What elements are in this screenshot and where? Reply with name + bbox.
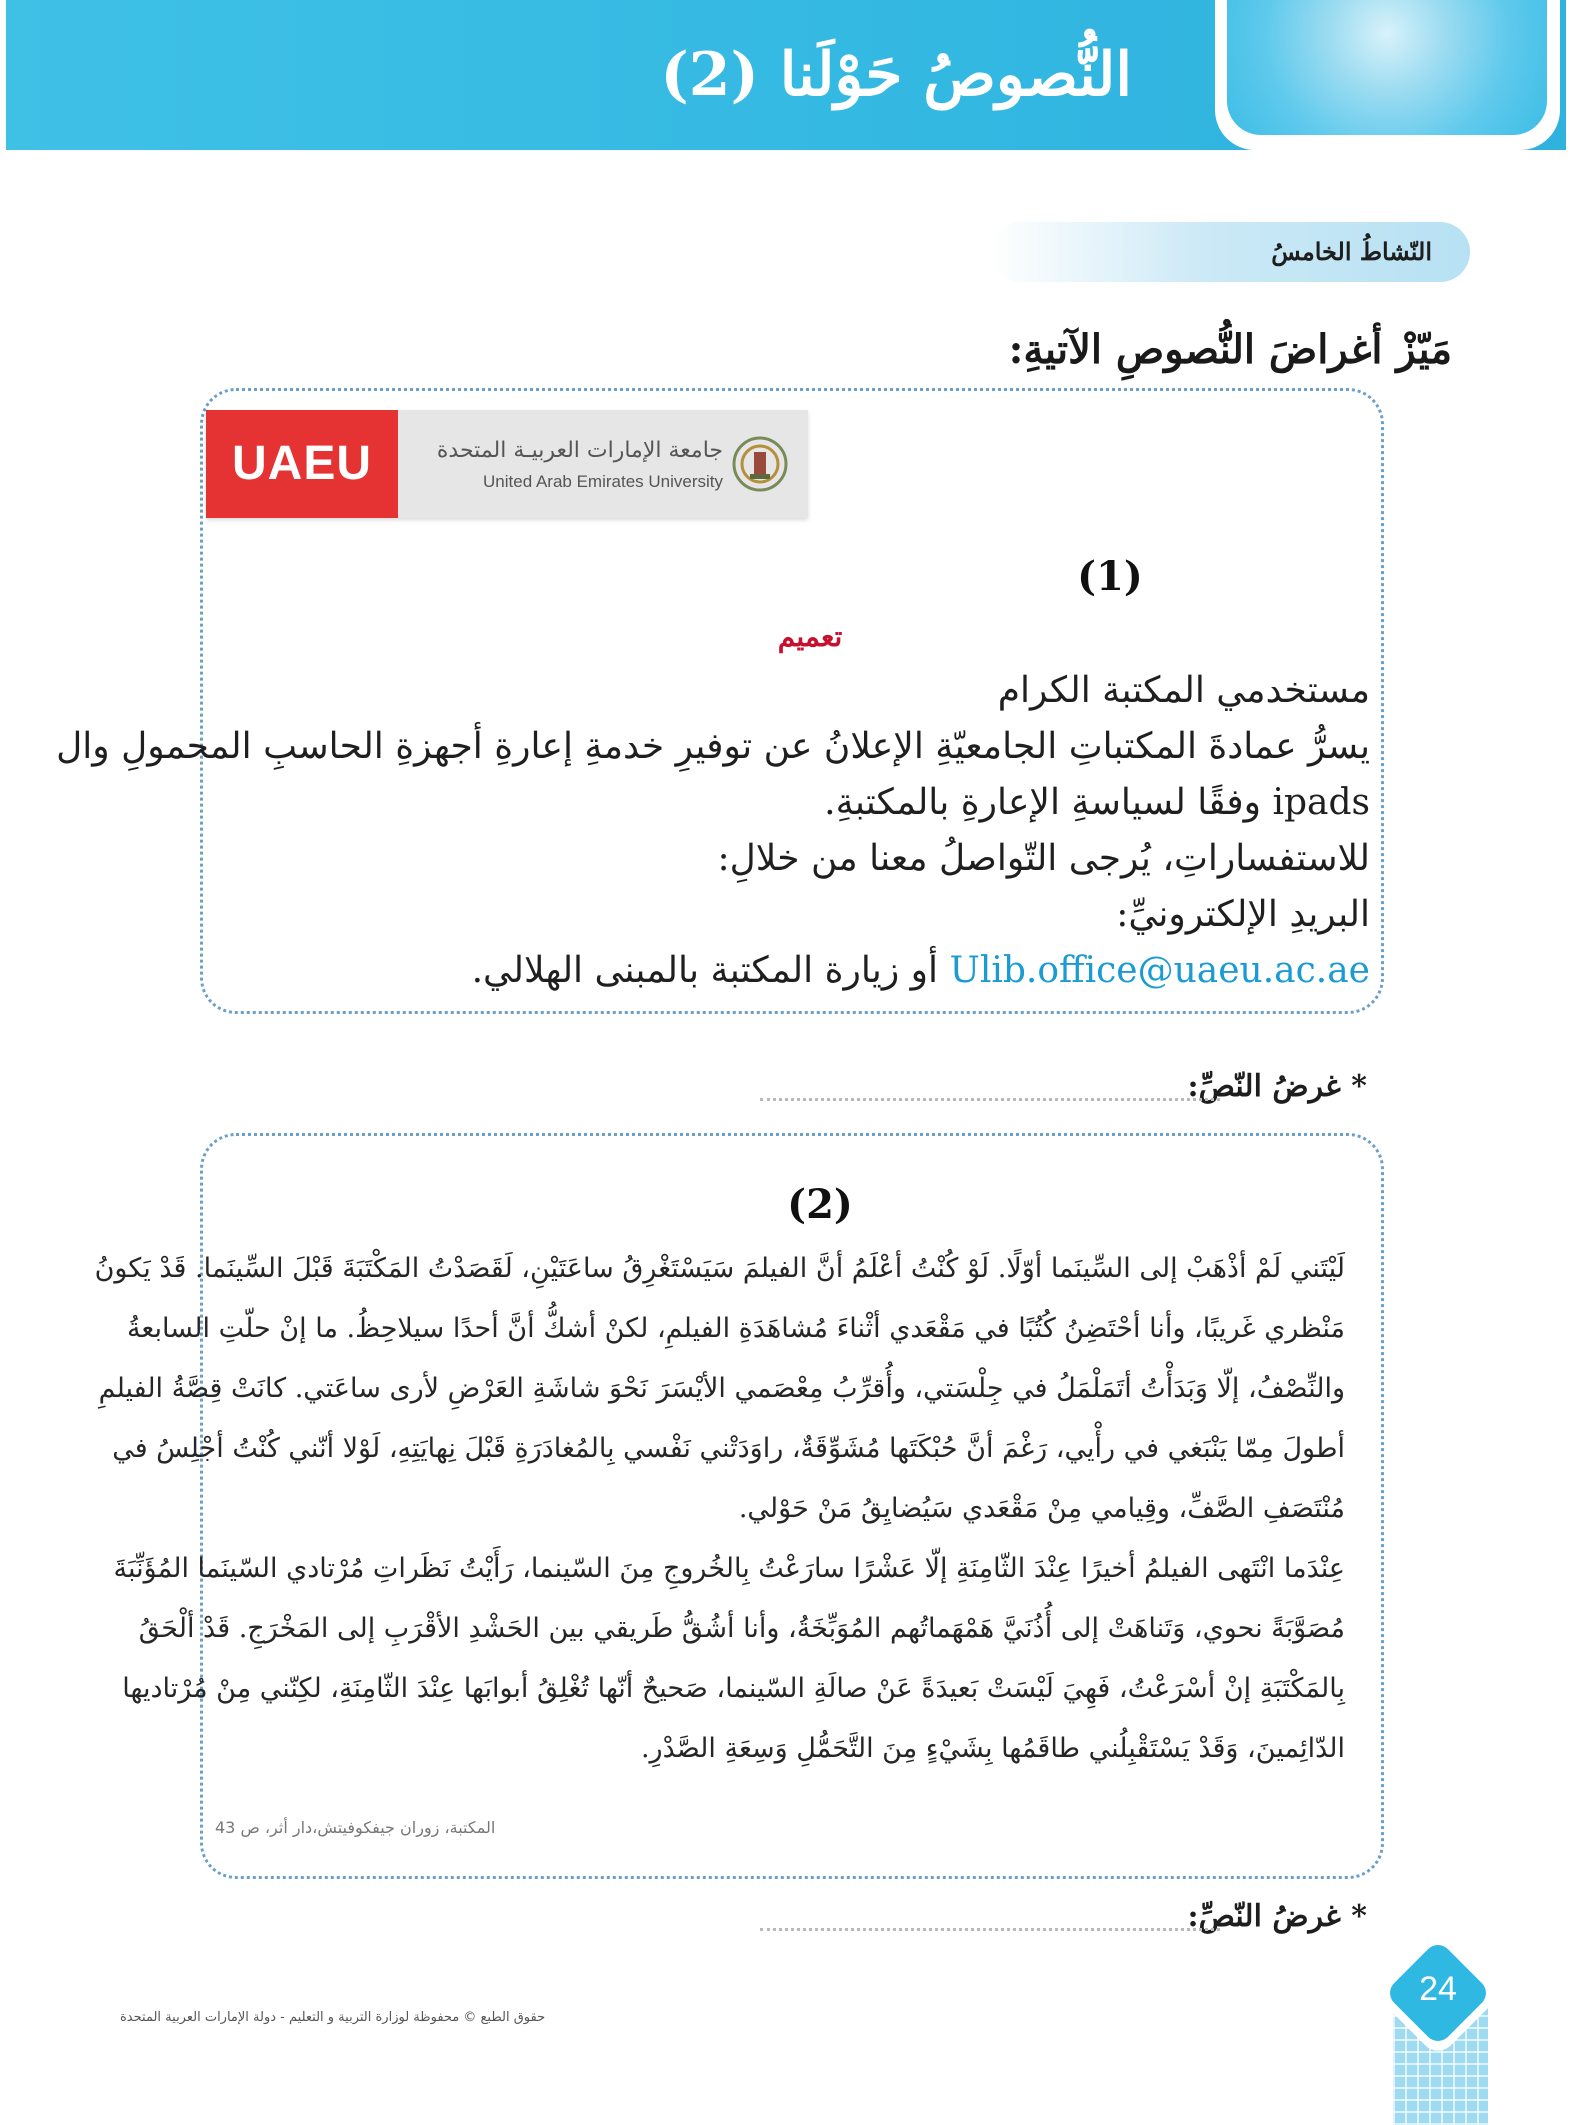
text-1-number: (1) — [1077, 553, 1143, 600]
text-2-line-7: مُصَوَّبَةً نحوي، وَتَناهَتْ إلى أُذُنَيَّ هَمْهَماتُهم المُوَبِّخَةُ، وأنا أشُقُّ طَريقي بين الحَشْدِ الأقْرَبِ إلى المَخْرَجِ. قَدْ ألْحَقُ — [138, 1613, 1345, 1644]
text-1-email-line — [215, 946, 1370, 996]
university-logo — [206, 410, 808, 518]
text-2-line-6: عِنْدَما انْتَهى الفيلمُ أخيرًا عِنْدَ الثّامِنَةِ إلّا عَشْرًا سارَعْتُ بِالخُروجِ مِنَ السّينما، رَأَيْتُ نَظَراتِ مُرْتادي السّينَما المُؤَنِّبَةَ — [113, 1553, 1345, 1584]
email-link[interactable]: Ulib.office@uaeu.ac.ae — [949, 950, 1370, 991]
activity-label: النّشاطُ الخامسُ — [1271, 237, 1432, 266]
text-1-line-3: ipads وفقًا لسياسةِ الإعارةِ بالمكتبةِ. — [824, 782, 1370, 823]
text-2-line-2: مَنْظري غَريبًا، وأنا أحْتَضِنُ كُتُبًا في مَقْعَدي أثْناءَ مُشاهَدَةِ الفيلمِ، لكنْ أشكُّ أنَّ أحدًا سيلاحِظُ. ما إنْ حلّتِ السابعةُ — [126, 1313, 1345, 1344]
logo-arabic-name: جامعة الإمارات العربيـة المتحدة — [436, 438, 723, 463]
email-suffix: أو زيارة المكتبة بالمبنى الهلالي. — [471, 950, 950, 991]
answer-line-2[interactable] — [760, 1928, 1220, 1931]
text-2-line-5: مُنْتَصَفِ الصَّفِّ، وقِيامي مِنْ مَقْعَدي سَيُضايِقُ مَنْ حَوْلي. — [738, 1493, 1345, 1524]
text-2-line-4: أطولَ مِمّا يَنْبَغي في رأْيي، رَغْمَ أنَّ حُبْكَتَها مُشَوِّقَةٌ، راوَدَتْني نَفْسي بِالمُغادَرَةِ قَبْلَ نِهايَتِهِ، لَوْلا أنّني كُنْتُ أجْلِسُ في — [112, 1433, 1345, 1464]
page-title: النُّصوصُ حَوْلَنا (2) — [660, 40, 1132, 110]
logo-english-name: United Arab Emirates University — [483, 472, 723, 491]
text-2-line-9: الدّائِمينَ، وَقَدْ يَسْتَقْبِلُني طاقَمُها بِشَيْءٍ مِنَ التَّحَمُّلِ وَسِعَةِ الصَّدْرِ. — [640, 1733, 1345, 1764]
answer-label-1: * غرضُ النّصِّ: — [1187, 1069, 1367, 1104]
answer-line-1[interactable] — [760, 1098, 1220, 1101]
text-2-number: (2) — [787, 1181, 853, 1228]
memo-title: تعميم — [777, 620, 843, 653]
university-emblem-icon — [732, 436, 788, 492]
text-1-line-2: يسرُّ عمادةَ المكتباتِ الجامعيّةِ الإعلانُ عن توفيرِ خدمةِ إعارةِ أجهزةِ الحاسبِ المحمولِ وال — [56, 726, 1370, 767]
header-ornament-pattern — [1227, 0, 1547, 135]
text-1-line-4: للاستفساراتِ، يُرجى التّواصلُ معنا من خلالِ: — [717, 838, 1370, 879]
text-2-line-1: لَيْتَني لَمْ أذْهَبْ إلى السِّينَما أوّلًا. لَوْ كُنْتُ أعْلَمُ أنَّ الفيلمَ سَيَسْتَغْرِقُ ساعَتَيْنِ، لَقَصَدْتُ المَكْتَبَةَ قَبْلَ السِّينَما. قَدْ يَكونُ — [94, 1253, 1345, 1284]
source-citation: المكتبة، زوران جيفكوفيتش،دار أثر، ص 43 — [215, 1818, 496, 1837]
header-ornament — [1215, 0, 1560, 150]
answer-label-2: * غرضُ النّصِّ: — [1187, 1899, 1367, 1934]
page-number-badge — [1375, 1945, 1505, 2125]
text-2-line-3: والنِّصْفُ، إلّا وَبَدَأْتُ أتَمَلْمَلُ في جِلْسَتي، وأُقرِّبُ مِعْصَمي الأيْسَرَ نَحْوَ شاشَةِ العَرْضِ لأرى ساعَتي. كانَتْ قِصَّةُ الفيلمِ — [98, 1373, 1345, 1404]
text-1-line-5: البريدِ الإلكترونيِّ: — [1116, 894, 1370, 935]
instruction-heading: مَيّزْ أغراضَ النُّصوصِ الآتيةِ: — [1008, 326, 1452, 373]
text-1-line-1: مستخدمي المكتبة الكرام — [997, 670, 1370, 711]
logo-acronym: UAEU — [206, 410, 398, 518]
footer-copyright: حقوق الطبع © محفوظة لوزارة التربية و التعليم - دولة الإمارات العربية المتحدة — [120, 2010, 546, 2025]
page-number: 24 — [1419, 1970, 1457, 2008]
text-2-line-8: بِالمَكْتَبَةِ إنْ أسْرَعْتُ، فَهِيَ لَيْسَتْ بَعيدَةً عَنْ صالَةِ السّينما، صَحيحٌ أنّها تُغْلِقُ أبوابَها عِنْدَ الثّامِنَةِ، لكِنّني مِنْ مُرْتاديها — [122, 1673, 1345, 1704]
